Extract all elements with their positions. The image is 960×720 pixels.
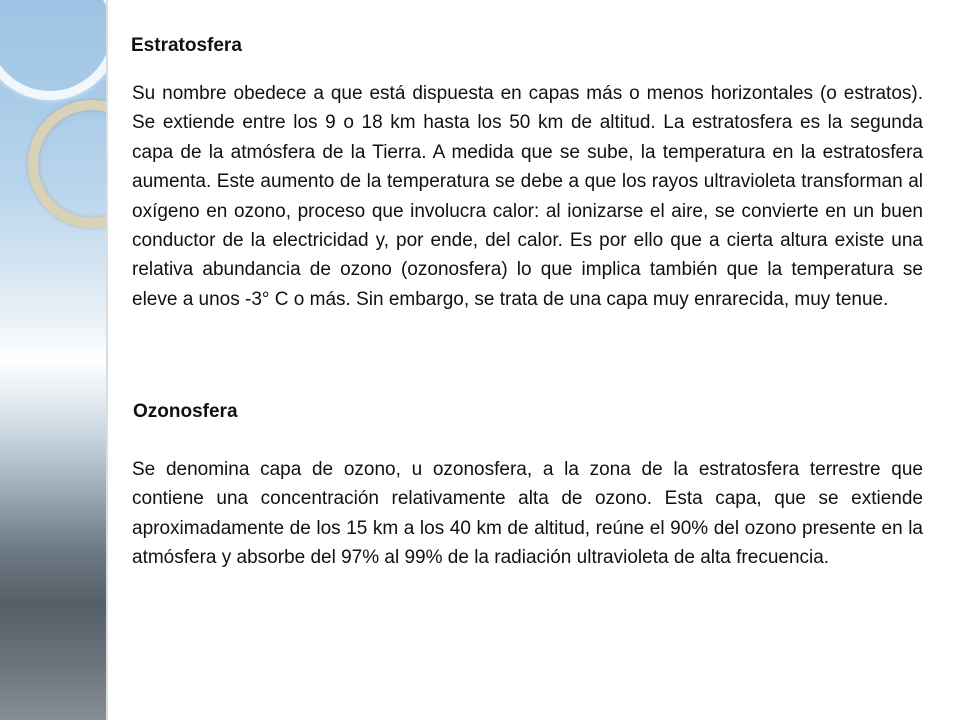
decorative-sky-band xyxy=(0,0,106,720)
ozonosfera-paragraph: Se denomina capa de ozono, u ozonosfera, a la zona de la estratosfera terrestre que contiene una concentración relativamente alta de ozono. Esta capa, que se extiende aproximadamente de los 15 km a los 40 km de altitud, reúne el 90% del ozono presente en la atmósfera y absorbe del 97% al 99% de la radiación ultravioleta de alta frecuencia. xyxy=(132,459,923,569)
ozonosfera-heading: Ozonosfera xyxy=(133,401,238,422)
estratosfera-heading: Estratosfera xyxy=(131,35,242,56)
band-divider xyxy=(106,0,108,720)
decorative-ring-top xyxy=(0,0,106,100)
decorative-ring-middle xyxy=(28,100,106,228)
estratosfera-paragraph: Su nombre obedece a que está dispuesta en capas más o menos horizontales (o estratos). Se extiende entre los 9 o 18 km hasta los 50 km de altitud. La estratosfera es la segunda capa de la atmósfera de la Tierra. A medida que se sube, la temperatura en la estratosfera aumenta. Este aumento de la temperatura se debe a que los rayos ultravioleta transforman al oxígeno en ozono, proceso que involucra calor: al ionizarse el aire, se convierte en un buen conductor de la electricidad y, por ende, del calor. Es por ello que a cierta altura existe una relativa abundancia de ozono (ozonosfera) lo que implica también que la temperatura se eleve a unos -3° C o más. Sin embargo, se trata de una capa muy enrarecida, muy tenue. xyxy=(132,83,923,310)
